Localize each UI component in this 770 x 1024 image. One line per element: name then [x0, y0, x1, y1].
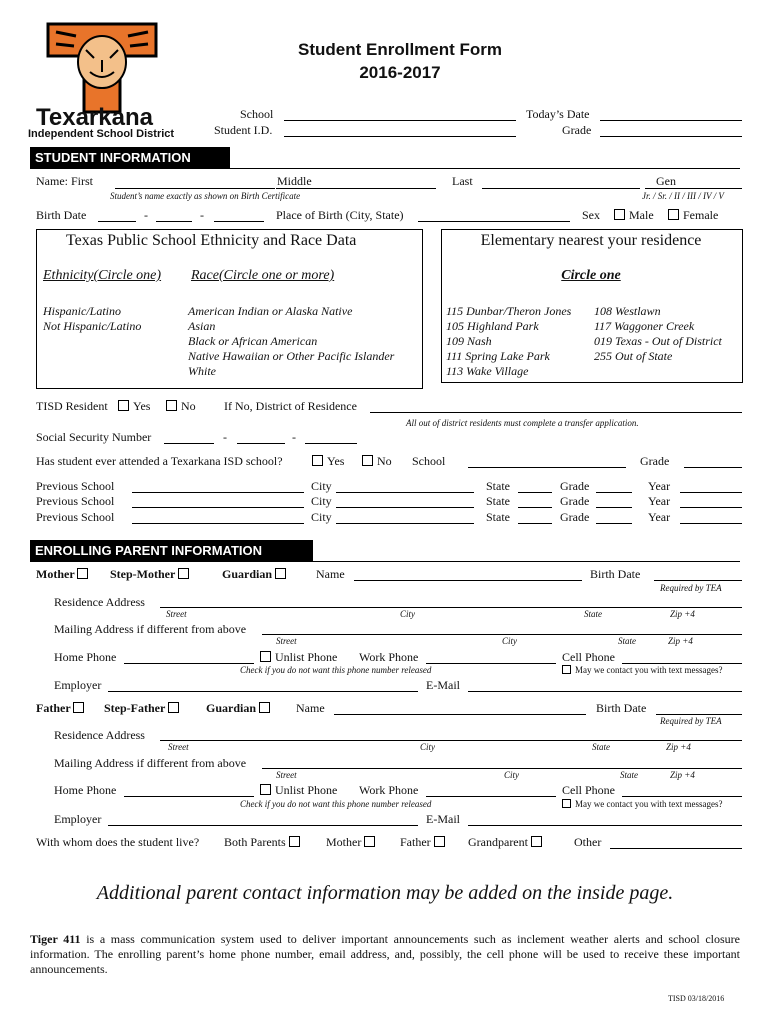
both-parents-checkbox[interactable]: [289, 836, 300, 847]
birth-year-field[interactable]: [214, 221, 264, 222]
work-phone-field[interactable]: [426, 663, 556, 664]
city-label: City: [311, 510, 332, 524]
previous-school-field[interactable]: [132, 492, 304, 493]
city-field[interactable]: [336, 523, 474, 524]
employer-field[interactable]: [108, 691, 418, 692]
gen-label: Gen: [656, 174, 676, 188]
dash: -: [223, 430, 227, 444]
year-label: Year: [648, 510, 671, 524]
place-of-birth-field[interactable]: [418, 221, 570, 222]
attended-yes-option[interactable]: Yes: [312, 454, 344, 469]
ethnicity-option[interactable]: Not Hispanic/Latino: [43, 319, 142, 333]
residence-address-label: Residence Address: [54, 595, 145, 609]
attended-question: Has student ever attended a Texarkana ISD school?: [36, 454, 283, 468]
state-label: State: [486, 510, 510, 524]
cell-phone-label: Cell Phone: [562, 650, 615, 664]
last-name-field[interactable]: [482, 188, 640, 189]
home-phone-label: Home Phone: [54, 783, 117, 797]
email-label: E-Mail: [426, 812, 460, 826]
elementary-option[interactable]: 108 Westlawn: [594, 304, 661, 318]
attended-school-field[interactable]: [468, 467, 626, 468]
previous-school-field[interactable]: [132, 507, 304, 508]
birth-date-label: Birth Date: [36, 208, 87, 222]
form-title: Student Enrollment Form: [298, 40, 502, 59]
resident-no-option[interactable]: No: [166, 399, 196, 414]
other-label: Other: [574, 835, 602, 849]
cell-phone-field[interactable]: [622, 796, 742, 797]
birth-date-label: Birth Date: [590, 567, 641, 581]
state-label: State: [620, 770, 638, 780]
state-label: State: [592, 742, 610, 752]
required-note: Required by TEA: [660, 716, 722, 726]
last-label: Last: [452, 174, 473, 188]
city-label: City: [400, 609, 415, 619]
city-field[interactable]: [336, 492, 474, 493]
ethnicity-box-title: Texas Public School Ethnicity and Race Data: [66, 232, 357, 249]
sex-label: Sex: [582, 208, 600, 222]
text-message-checkbox[interactable]: [562, 665, 571, 674]
stepfather-option[interactable]: Step-Father: [104, 701, 183, 716]
mother-option[interactable]: Mother: [36, 567, 92, 582]
middle-name-field[interactable]: [276, 188, 436, 189]
residence-address-field[interactable]: [160, 607, 742, 608]
parent-section-header: ENROLLING PARENT INFORMATION: [30, 540, 313, 562]
residence-address-label: Residence Address: [54, 728, 145, 742]
residence-address-field[interactable]: [160, 740, 742, 741]
tiger-t-logo: [46, 22, 158, 114]
other-field[interactable]: [610, 848, 742, 849]
grade-field[interactable]: [600, 136, 742, 137]
elementary-option[interactable]: 117 Waggoner Creek: [594, 319, 695, 333]
logo-name: Texarkana: [36, 104, 153, 131]
guardian-option[interactable]: Guardian: [206, 701, 274, 716]
elementary-heading: Circle one: [561, 268, 621, 283]
todays-date-label: Today’s Date: [526, 107, 590, 121]
grade-label: Grade: [562, 123, 592, 137]
resident-yes-checkbox[interactable]: [118, 400, 129, 411]
parent-birth-date-field[interactable]: [656, 714, 742, 715]
student-id-label: Student I.D.: [214, 123, 273, 137]
year-label: Year: [648, 479, 671, 493]
city-label: City: [504, 770, 519, 780]
father-option[interactable]: Father: [36, 701, 88, 716]
email-field[interactable]: [468, 825, 742, 826]
employer-label: Employer: [54, 812, 102, 826]
cell-phone-label: Cell Phone: [562, 783, 615, 797]
unlist-phone-checkbox[interactable]: [260, 784, 271, 795]
race-heading: Race(Circle one or more): [191, 268, 335, 283]
city-label: City: [502, 636, 517, 646]
street-label: Street: [166, 609, 187, 619]
race-option[interactable]: American Indian or Alaska Native: [188, 304, 353, 318]
stepmother-option[interactable]: Step-Mother: [110, 567, 193, 582]
city-label: City: [311, 479, 332, 493]
elementary-option[interactable]: 019 Texas - Out of District: [594, 334, 722, 348]
father-lives-option[interactable]: Father: [400, 835, 449, 850]
mailing-address-label: Mailing Address if different from above: [54, 756, 247, 770]
mailing-address-field[interactable]: [262, 768, 742, 769]
street-label: Street: [276, 636, 297, 646]
name-first-label: Name: First: [36, 174, 93, 188]
state-field[interactable]: [518, 523, 552, 524]
state-label: State: [486, 479, 510, 493]
name-note: Student’s name exactly as shown on Birth Certificate: [110, 191, 301, 201]
race-option[interactable]: Asian: [188, 319, 216, 333]
unlist-phone-option[interactable]: Unlist Phone: [260, 783, 337, 798]
attended-no-option[interactable]: No: [362, 454, 392, 469]
attended-school-label: School: [412, 454, 446, 468]
state-field[interactable]: [518, 492, 552, 493]
previous-school-field[interactable]: [132, 523, 304, 524]
female-option[interactable]: Female: [668, 208, 718, 223]
grade-field[interactable]: [596, 492, 632, 493]
attended-yes-checkbox[interactable]: [312, 455, 323, 466]
year-label: Year: [648, 494, 671, 508]
previous-school-label: Previous School: [36, 479, 115, 493]
city-label: City: [311, 494, 332, 508]
elementary-option[interactable]: 111 Spring Lake Park: [446, 349, 550, 363]
parent-name-field[interactable]: [334, 714, 586, 715]
divider: [30, 561, 740, 562]
father-lives-checkbox[interactable]: [434, 836, 445, 847]
zip-label: Zip +4: [670, 609, 695, 619]
female-checkbox[interactable]: [668, 209, 679, 220]
city-field[interactable]: [336, 507, 474, 508]
form-code: TISD 03/18/2016: [668, 994, 725, 1003]
name-label: Name: [316, 567, 345, 581]
dash: -: [292, 430, 296, 444]
required-note: Required by TEA: [660, 583, 722, 593]
home-phone-field[interactable]: [124, 663, 254, 664]
state-label: State: [486, 494, 510, 508]
divider: [30, 168, 740, 169]
both-parents-option[interactable]: Both Parents: [224, 835, 304, 850]
father-checkbox[interactable]: [73, 702, 84, 713]
work-phone-label: Work Phone: [359, 650, 419, 664]
street-label: Street: [168, 742, 189, 752]
grade-label: Grade: [560, 479, 590, 493]
stepmother-checkbox[interactable]: [178, 568, 189, 579]
home-phone-label: Home Phone: [54, 650, 117, 664]
mother-checkbox[interactable]: [77, 568, 88, 579]
text-message-checkbox[interactable]: [562, 799, 571, 808]
text-message-option[interactable]: May we contact you with text messages?: [562, 799, 722, 809]
year-field[interactable]: [680, 523, 742, 524]
attended-grade-label: Grade: [640, 454, 670, 468]
work-phone-field[interactable]: [426, 796, 556, 797]
unlist-note: Check if you do not want this phone number released: [240, 665, 432, 675]
guardian-checkbox[interactable]: [259, 702, 270, 713]
gen-field[interactable]: [645, 188, 742, 189]
dash: -: [144, 208, 148, 222]
ssn-part1-field[interactable]: [164, 443, 214, 444]
street-label: Street: [276, 770, 297, 780]
previous-school-label: Previous School: [36, 494, 115, 508]
school-field[interactable]: [284, 120, 516, 121]
ethnicity-option[interactable]: Hispanic/Latino: [43, 304, 122, 318]
place-of-birth-label: Place of Birth (City, State): [276, 208, 404, 222]
dash: -: [200, 208, 204, 222]
district-of-residence-label: If No, District of Residence: [224, 399, 357, 413]
middle-label: Middle: [277, 174, 312, 188]
grade-label: Grade: [560, 510, 590, 524]
employer-label: Employer: [54, 678, 102, 692]
elementary-option[interactable]: 105 Highland Park: [446, 319, 539, 333]
year-field[interactable]: [680, 507, 742, 508]
tiger-411-paragraph: Tiger 411 is a mass communication system used to deliver important announcements such as inclement weather alerts and school closure information. The enrolling parent’s home phone number, email address, and, possibly, the cell phone will be used to receive these important announcements.: [30, 932, 740, 976]
ssn-label: Social Security Number: [36, 430, 152, 444]
elementary-option[interactable]: 113 Wake Village: [446, 364, 529, 378]
stepfather-checkbox[interactable]: [168, 702, 179, 713]
race-option[interactable]: White: [188, 364, 216, 378]
logo-subtitle: Independent School District: [28, 128, 175, 140]
attended-grade-field[interactable]: [684, 467, 742, 468]
transfer-note: All out of district residents must complete a transfer application.: [406, 418, 639, 428]
male-checkbox[interactable]: [614, 209, 625, 220]
guardian-option[interactable]: Guardian: [222, 567, 290, 582]
state-label: State: [584, 609, 602, 619]
additional-info-note: Additional parent contact information may be added on the inside page.: [96, 882, 674, 904]
form-year: 2016-2017: [359, 63, 441, 82]
student-section-header: STUDENT INFORMATION: [30, 147, 230, 169]
unlist-phone-checkbox[interactable]: [260, 651, 271, 662]
grandparent-checkbox[interactable]: [531, 836, 542, 847]
elementary-box-title: Elementary nearest your residence: [480, 232, 702, 249]
mailing-address-field[interactable]: [262, 634, 742, 635]
birth-date-label: Birth Date: [596, 701, 647, 715]
resident-yes-option[interactable]: Yes: [118, 399, 150, 414]
resident-no-checkbox[interactable]: [166, 400, 177, 411]
lives-with-question: With whom does the student live?: [36, 835, 200, 849]
mother-lives-option[interactable]: Mother: [326, 835, 379, 850]
previous-school-label: Previous School: [36, 510, 115, 524]
student-id-field[interactable]: [284, 136, 516, 137]
ethnicity-heading: Ethnicity(Circle one): [43, 268, 162, 283]
ssn-part3-field[interactable]: [305, 443, 357, 444]
grade-field[interactable]: [596, 507, 632, 508]
parent-name-field[interactable]: [354, 580, 582, 581]
race-option[interactable]: Black or African American: [188, 334, 318, 348]
email-field[interactable]: [468, 691, 742, 692]
birth-day-field[interactable]: [156, 221, 192, 222]
mailing-address-label: Mailing Address if different from above: [54, 622, 247, 636]
attended-no-checkbox[interactable]: [362, 455, 373, 466]
elementary-option[interactable]: 109 Nash: [446, 334, 492, 348]
cell-phone-field[interactable]: [622, 663, 742, 664]
state-label: State: [618, 636, 636, 646]
zip-label: Zip +4: [666, 742, 691, 752]
year-field[interactable]: [680, 492, 742, 493]
tisd-resident-label: TISD Resident: [36, 399, 108, 413]
state-field[interactable]: [518, 507, 552, 508]
birth-month-field[interactable]: [98, 221, 136, 222]
text-message-option[interactable]: May we contact you with text messages?: [562, 665, 722, 675]
race-option[interactable]: Native Hawaiian or Other Pacific Islander: [188, 349, 395, 363]
unlist-phone-option[interactable]: Unlist Phone: [260, 650, 337, 665]
guardian-checkbox[interactable]: [275, 568, 286, 579]
name-label: Name: [296, 701, 325, 715]
mother-lives-checkbox[interactable]: [364, 836, 375, 847]
school-label: School: [240, 107, 274, 121]
grandparent-option[interactable]: Grandparent: [468, 835, 546, 850]
todays-date-field[interactable]: [600, 120, 742, 121]
email-label: E-Mail: [426, 678, 460, 692]
parent-birth-date-field[interactable]: [654, 580, 742, 581]
unlist-note: Check if you do not want this phone number released: [240, 799, 432, 809]
male-option[interactable]: Male: [614, 208, 654, 223]
district-of-residence-field[interactable]: [370, 412, 742, 413]
work-phone-label: Work Phone: [359, 783, 419, 797]
grade-field[interactable]: [596, 523, 632, 524]
ssn-part2-field[interactable]: [237, 443, 285, 444]
gen-note: Jr. / Sr. / II / III / IV / V: [642, 191, 724, 201]
elementary-option[interactable]: 115 Dunbar/Theron Jones: [446, 304, 572, 318]
zip-label: Zip +4: [668, 636, 693, 646]
elementary-option[interactable]: 255 Out of State: [594, 349, 673, 363]
zip-label: Zip +4: [670, 770, 695, 780]
home-phone-field[interactable]: [124, 796, 254, 797]
employer-field[interactable]: [108, 825, 418, 826]
grade-label: Grade: [560, 494, 590, 508]
city-label: City: [420, 742, 435, 752]
first-name-field[interactable]: [115, 188, 275, 189]
